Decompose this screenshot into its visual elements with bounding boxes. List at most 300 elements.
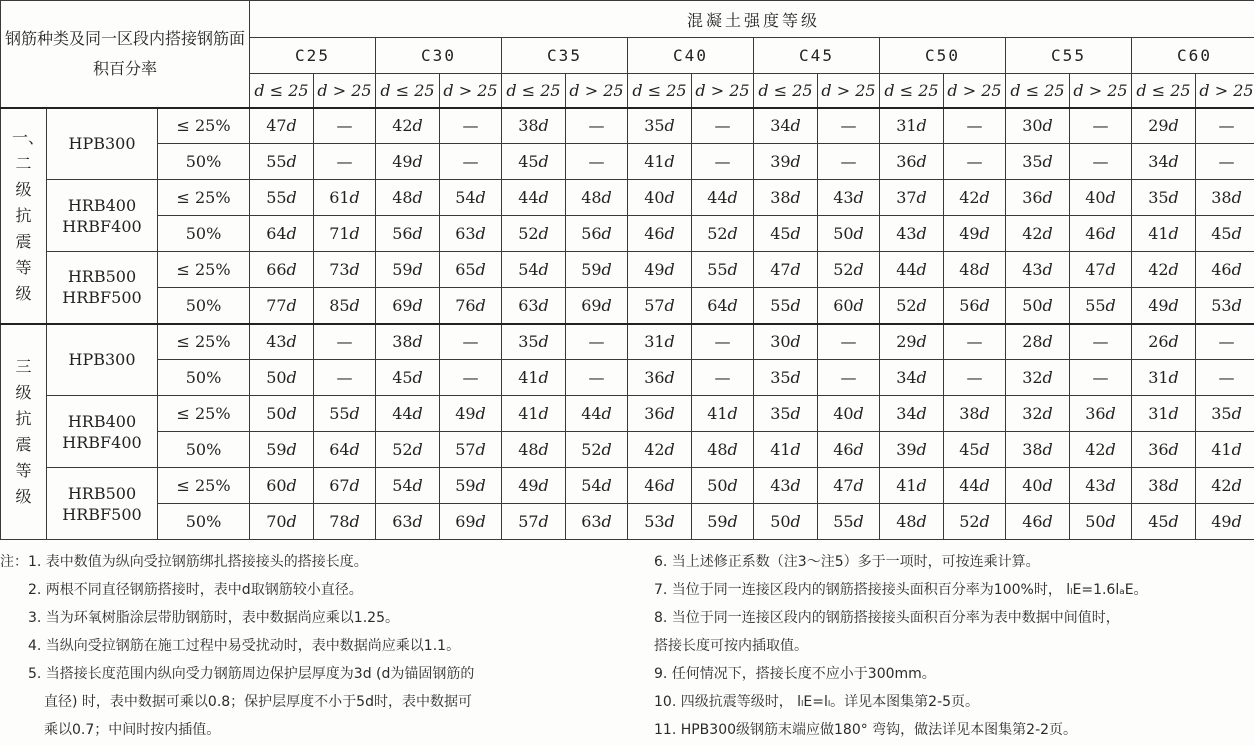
diameter-symbol: d [349, 260, 360, 279]
diameter-symbol: d [349, 188, 360, 207]
lap-length-cell: 46d [1006, 504, 1070, 540]
diameter-symbol: d [727, 404, 738, 423]
lap-length-cell: 50d [250, 360, 314, 396]
area-ratio-label: ≤ 25% [158, 180, 250, 216]
note-text: 11. HPB300级钢筋末端应做180° 弯钩，做法详见本图集第2-2页。 [654, 722, 1078, 738]
lap-length-cell: 34d [880, 396, 944, 432]
table-row [1, 288, 1254, 324]
diameter-symbol: d [979, 440, 990, 459]
lap-length-cell: 52d [944, 504, 1006, 540]
lap-length-cell: 44d [692, 180, 754, 216]
lap-length-cell: 53d [1196, 288, 1254, 324]
diameter-symbol: d [790, 152, 801, 171]
diameter-symbol: d [1231, 404, 1242, 423]
grade-header: C45 [754, 38, 880, 74]
steel-type-label: HRB400 HRBF400 [47, 396, 158, 468]
lap-length-cell: 42d [1196, 468, 1254, 504]
diameter-symbol: d [601, 512, 612, 531]
lap-length-cell: 41d [502, 396, 566, 432]
diameter-symbol: d [1105, 512, 1116, 531]
lap-length-cell: 69d [566, 288, 628, 324]
grade-header: C30 [376, 38, 502, 74]
diameter-symbol: d [664, 152, 675, 171]
lap-length-cell: — [314, 360, 376, 396]
lap-length-cell: — [1070, 144, 1132, 180]
lap-length-cell: 54d [440, 180, 502, 216]
lap-length-cell: — [440, 324, 502, 360]
lap-length-cell: 45d [1196, 216, 1254, 252]
lap-length-cell: — [944, 324, 1006, 360]
cond-gt-header: d > 25 [1070, 74, 1132, 108]
diameter-symbol: d [538, 260, 549, 279]
steel-type-label: HPB300 [47, 108, 158, 180]
diameter-symbol: d [601, 260, 612, 279]
lap-length-cell: 42d [1070, 432, 1132, 468]
diameter-symbol: d [916, 152, 927, 171]
lap-length-cell: 55d [692, 252, 754, 288]
diameter-symbol: d [790, 512, 801, 531]
steel-type-label: HRB400 HRBF400 [47, 180, 158, 252]
diameter-symbol: d [601, 440, 612, 459]
lap-length-cell: 41d [692, 396, 754, 432]
diameter-symbol: d [475, 440, 486, 459]
lap-length-cell: 57d [502, 504, 566, 540]
lap-length-cell: 42d [376, 108, 440, 144]
lap-length-cell: 59d [566, 252, 628, 288]
diameter-symbol: d [475, 476, 486, 495]
lap-length-cell: 45d [502, 144, 566, 180]
lap-length-cell: 41d [628, 144, 692, 180]
lap-length-cell: 38d [376, 324, 440, 360]
diameter-symbol: d [475, 188, 486, 207]
lap-length-cell: 59d [376, 252, 440, 288]
cond-gt-header: d > 25 [692, 74, 754, 108]
lap-length-cell: 36d [1132, 432, 1196, 468]
note-text: 10. 四级抗震等级时， lₗE=lₗ。详见本图集第2-5页。 [654, 694, 980, 710]
diameter-symbol: d [1231, 188, 1242, 207]
diameter-symbol: d [1042, 368, 1053, 387]
diameter-symbol: d [601, 224, 612, 243]
lap-length-cell: 29d [880, 324, 944, 360]
diameter-symbol: d [1168, 224, 1179, 243]
note-text: 9. 任何情况下，搭接长度不应小于300mm。 [654, 666, 936, 682]
diameter-symbol: d [286, 260, 297, 279]
diameter-symbol: d [664, 368, 675, 387]
lap-length-cell: 76d [440, 288, 502, 324]
lap-length-cell: 47d [818, 468, 880, 504]
lap-length-cell: 26d [1132, 324, 1196, 360]
lap-length-cell: 38d [502, 108, 566, 144]
note-text: 1. 表中数值为纵向受拉钢筋绑扎搭接接头的搭接长度。 [28, 554, 368, 570]
table-row [1, 324, 1254, 360]
note-5 [0, 660, 640, 688]
lap-length-cell: 34d [754, 108, 818, 144]
lap-length-cell: 41d [880, 468, 944, 504]
note-7 [654, 576, 1254, 604]
diameter-symbol: d [1168, 116, 1179, 136]
diameter-symbol: d [475, 295, 486, 315]
diameter-symbol: d [979, 224, 990, 243]
diameter-symbol: d [916, 440, 927, 459]
area-ratio-label: 50% [158, 504, 250, 540]
diameter-symbol: d [349, 440, 360, 459]
diameter-symbol: d [727, 224, 738, 243]
diameter-symbol: d [412, 440, 423, 459]
lap-length-cell: 44d [376, 396, 440, 432]
diameter-symbol: d [538, 332, 549, 352]
note-10 [654, 688, 1254, 716]
cond-le-header: d ≤ 25 [376, 74, 440, 108]
diameter-symbol: d [349, 224, 360, 243]
diameter-symbol: d [538, 368, 549, 387]
note-text: 7. 当位于同一连接区段内的钢筋搭接接头面积百分率为100%时， lₗE=1.6lₐE。 [654, 582, 1148, 598]
diameter-symbol: d [1105, 260, 1116, 279]
lap-length-cell: 41d [1196, 432, 1254, 468]
lap-length-cell: 52d [502, 216, 566, 252]
lap-length-cell: 41d [502, 360, 566, 396]
diameter-symbol: d [286, 332, 297, 352]
lap-length-cell: — [1070, 108, 1132, 144]
diameter-symbol: d [790, 188, 801, 207]
lap-length-cell: 39d [754, 144, 818, 180]
lap-length-cell: 57d [628, 288, 692, 324]
diameter-symbol: d [412, 188, 423, 207]
cond-gt-header: d > 25 [944, 74, 1006, 108]
lap-length-cell: 52d [376, 432, 440, 468]
note-1 [0, 548, 640, 576]
cond-le-header: d ≤ 25 [880, 74, 944, 108]
lap-length-cell: — [944, 144, 1006, 180]
diameter-symbol: d [538, 295, 549, 315]
cond-le-header: d ≤ 25 [628, 74, 692, 108]
diameter-symbol: d [853, 260, 864, 279]
diameter-symbol: d [1231, 512, 1242, 531]
diameter-symbol: d [1168, 260, 1179, 279]
note-text: 4. 当纵向受拉钢筋在施工过程中易受扰动时，表中数据尚应乘以1.1。 [28, 638, 461, 654]
lap-length-cell: 48d [376, 180, 440, 216]
lap-length-cell: 50d [1070, 504, 1132, 540]
diameter-symbol: d [1168, 368, 1179, 387]
steel-type-label: HRB500 HRBF500 [47, 468, 158, 540]
lap-length-cell: — [440, 108, 502, 144]
diameter-symbol: d [601, 295, 612, 315]
diameter-symbol: d [1231, 440, 1242, 459]
diameter-symbol: d [349, 404, 360, 423]
lap-length-cell: — [818, 360, 880, 396]
lap-length-cell: 52d [818, 252, 880, 288]
lap-length-cell: — [566, 360, 628, 396]
diameter-symbol: d [412, 152, 423, 171]
cond-le-header: d ≤ 25 [250, 74, 314, 108]
note-5-cont-2 [0, 716, 640, 744]
lap-length-cell: 49d [944, 216, 1006, 252]
diameter-symbol: d [790, 260, 801, 279]
lap-length-cell: 46d [818, 432, 880, 468]
lap-length-cell: 63d [502, 288, 566, 324]
note-4 [0, 632, 640, 660]
diameter-symbol: d [286, 224, 297, 243]
diameter-symbol: d [1042, 152, 1053, 171]
diameter-symbol: d [538, 440, 549, 459]
lap-length-cell: 31d [880, 108, 944, 144]
lap-length-cell: 46d [1196, 252, 1254, 288]
diameter-symbol: d [1042, 476, 1053, 495]
diameter-symbol: d [664, 188, 675, 207]
diameter-symbol: d [916, 295, 927, 315]
diameter-symbol: d [916, 260, 927, 279]
lap-length-cell: 44d [502, 180, 566, 216]
diameter-symbol: d [790, 332, 801, 352]
lap-length-cell: 29d [1132, 108, 1196, 144]
lap-length-cell: — [692, 360, 754, 396]
lap-length-cell: 49d [628, 252, 692, 288]
diameter-symbol: d [916, 476, 927, 495]
notes-left [0, 548, 640, 744]
lap-length-cell: 38d [1196, 180, 1254, 216]
note-text: 直径) 时，表中数据可乘以0.8；保护层厚度不小于5d时，表中数据可 [44, 694, 472, 710]
lap-length-cell: 48d [502, 432, 566, 468]
diameter-symbol: d [1042, 440, 1053, 459]
lap-length-cell: 32d [1006, 360, 1070, 396]
notes-lead: 注： [0, 554, 28, 570]
table-row [1, 360, 1254, 396]
diameter-symbol: d [538, 404, 549, 423]
lap-length-cell: 64d [692, 288, 754, 324]
lap-length-cell: — [314, 108, 376, 144]
lap-length-cell: 52d [880, 288, 944, 324]
lap-length-cell: 41d [1132, 216, 1196, 252]
diameter-symbol: d [349, 512, 360, 531]
diameter-symbol: d [475, 512, 486, 531]
diameter-symbol: d [1042, 332, 1053, 352]
lap-length-cell: 73d [314, 252, 376, 288]
grade-header: C35 [502, 38, 628, 74]
grade-header: C40 [628, 38, 754, 74]
diameter-symbol: d [1042, 404, 1053, 423]
diameter-symbol: d [1168, 440, 1179, 459]
diameter-symbol: d [412, 260, 423, 279]
lap-length-cell: 64d [314, 432, 376, 468]
diameter-symbol: d [790, 295, 801, 315]
lap-length-cell: 45d [376, 360, 440, 396]
area-ratio-label: 50% [158, 216, 250, 252]
table-row [1, 180, 1254, 216]
diameter-symbol: d [1231, 260, 1242, 279]
lap-length-cell: 43d [250, 324, 314, 360]
lap-length-cell: 32d [1006, 396, 1070, 432]
diameter-symbol: d [286, 476, 297, 495]
cond-gt-header: d > 25 [1196, 74, 1254, 108]
note-8-cont [654, 632, 1254, 660]
lap-length-cell: 38d [754, 180, 818, 216]
diameter-symbol: d [1168, 152, 1179, 171]
lap-length-cell: 56d [376, 216, 440, 252]
diameter-symbol: d [601, 404, 612, 423]
lap-length-cell: 64d [250, 216, 314, 252]
area-ratio-label: ≤ 25% [158, 324, 250, 360]
diameter-symbol: d [286, 404, 297, 423]
table-row [1, 108, 1254, 144]
lap-length-cell: 56d [944, 288, 1006, 324]
diameter-symbol: d [664, 116, 675, 136]
lap-length-cell: 63d [376, 504, 440, 540]
diameter-symbol: d [979, 512, 990, 531]
lap-length-cell: 66d [250, 252, 314, 288]
diameter-symbol: d [412, 116, 423, 136]
lap-length-cell: 52d [566, 432, 628, 468]
diameter-symbol: d [664, 224, 675, 243]
area-ratio-label: ≤ 25% [158, 108, 250, 144]
note-8 [654, 604, 1254, 632]
lap-length-cell: 63d [566, 504, 628, 540]
grade-header: C60 [1132, 38, 1254, 74]
lap-length-cell: 39d [880, 432, 944, 468]
lap-length-cell: 36d [628, 396, 692, 432]
lap-length-cell: 48d [692, 432, 754, 468]
diameter-symbol: d [1168, 295, 1179, 315]
diameter-symbol: d [727, 260, 738, 279]
note-text: 6. 当上述修正系数（注3～注5）多于一项时，可按连乘计算。 [654, 554, 1040, 570]
lap-length-cell: 55d [754, 288, 818, 324]
lap-length-cell: — [1196, 144, 1254, 180]
lap-length-cell: 40d [1070, 180, 1132, 216]
seismic-level-label: 一、二级抗震等级 [1, 108, 47, 324]
lap-length-cell: — [944, 360, 1006, 396]
diameter-symbol: d [601, 476, 612, 495]
lap-length-cell: — [818, 108, 880, 144]
note-5-cont-1 [0, 688, 640, 716]
lap-length-cell: 40d [1006, 468, 1070, 504]
diameter-symbol: d [1105, 295, 1116, 315]
diameter-symbol: d [1042, 188, 1053, 207]
lap-length-cell: 38d [944, 396, 1006, 432]
lap-length-cell: 37d [880, 180, 944, 216]
table-row [1, 396, 1254, 432]
diameter-symbol: d [790, 224, 801, 243]
lap-length-cell: 65d [440, 252, 502, 288]
diameter-symbol: d [1105, 440, 1116, 459]
diameter-symbol: d [286, 440, 297, 459]
note-text: 8. 当位于同一连接区段内的钢筋搭接接头面积百分率为表中数据中间值时， [654, 610, 1120, 626]
diameter-symbol: d [601, 188, 612, 207]
lap-length-cell: 54d [502, 252, 566, 288]
lap-length-cell: 69d [440, 504, 502, 540]
diameter-symbol: d [664, 332, 675, 352]
note-2 [0, 576, 640, 604]
lap-length-cell: 42d [944, 180, 1006, 216]
diameter-symbol: d [286, 188, 297, 207]
lap-length-cell: — [314, 324, 376, 360]
lap-length-cell: — [566, 108, 628, 144]
diameter-symbol: d [979, 295, 990, 315]
lap-length-cell: 49d [1132, 288, 1196, 324]
lap-length-cell: 46d [628, 216, 692, 252]
diameter-symbol: d [916, 116, 927, 136]
lap-length-cell: 30d [1006, 108, 1070, 144]
lap-length-cell: 59d [692, 504, 754, 540]
lap-length-cell: 43d [1070, 468, 1132, 504]
area-ratio-label: ≤ 25% [158, 396, 250, 432]
lap-length-cell: 43d [754, 468, 818, 504]
lap-length-cell: 35d [754, 360, 818, 396]
diameter-symbol: d [349, 295, 360, 315]
lap-length-cell: 47d [1070, 252, 1132, 288]
lap-length-cell: 70d [250, 504, 314, 540]
cond-gt-header: d > 25 [314, 74, 376, 108]
lap-length-cell: 49d [440, 396, 502, 432]
lap-length-cell: 38d [1132, 468, 1196, 504]
lap-length-cell: — [1196, 324, 1254, 360]
table-row [1, 432, 1254, 468]
table-row [1, 504, 1254, 540]
diameter-symbol: d [727, 440, 738, 459]
diameter-symbol: d [475, 224, 486, 243]
strength-title: 混凝土强度等级 [250, 1, 1254, 38]
diameter-symbol: d [1105, 404, 1116, 423]
lap-length-cell: 59d [250, 432, 314, 468]
diameter-symbol: d [412, 368, 423, 387]
note-3 [0, 604, 640, 632]
lap-length-cell: 85d [314, 288, 376, 324]
diameter-symbol: d [664, 440, 675, 459]
lap-length-cell: 63d [440, 216, 502, 252]
diameter-symbol: d [853, 512, 864, 531]
note-text: 搭接长度可按内插取值。 [654, 638, 808, 654]
cond-le-header: d ≤ 25 [1132, 74, 1196, 108]
diameter-symbol: d [412, 295, 423, 315]
header-row-title [1, 1, 1254, 38]
table-row [1, 252, 1254, 288]
lap-length-cell: 48d [880, 504, 944, 540]
note-text: 乘以0.7；中间时按内插值。 [44, 722, 221, 738]
diameter-symbol: d [916, 224, 927, 243]
diameter-symbol: d [790, 404, 801, 423]
lap-length-cell: — [1196, 360, 1254, 396]
diameter-symbol: d [412, 476, 423, 495]
lap-length-cell: — [314, 144, 376, 180]
lap-length-cell: 46d [1070, 216, 1132, 252]
diameter-symbol: d [916, 512, 927, 531]
lap-length-cell: 55d [250, 180, 314, 216]
lap-length-cell: — [566, 144, 628, 180]
lap-length-cell: 78d [314, 504, 376, 540]
note-text: 5. 当搭接长度范围内纵向受力钢筋周边保护层厚度为3d (d为锚固钢筋的 [28, 666, 475, 682]
area-ratio-label: 50% [158, 144, 250, 180]
diameter-symbol: d [1042, 512, 1053, 531]
note-text: 3. 当为环氧树脂涂层带肋钢筋时，表中数据尚应乘以1.25。 [28, 610, 399, 626]
lap-length-cell: 35d [1132, 180, 1196, 216]
lap-length-cell: — [440, 360, 502, 396]
seismic-level-label: 三级抗震等级 [1, 324, 47, 540]
lap-length-cell: 54d [376, 468, 440, 504]
note-text: 2. 两根不同直径钢筋搭接时，表中d取钢筋较小直径。 [28, 582, 363, 598]
lap-length-cell: 42d [1132, 252, 1196, 288]
diameter-symbol: d [286, 152, 297, 171]
lap-length-cell: 67d [314, 468, 376, 504]
diameter-symbol: d [727, 295, 738, 315]
lap-length-cell: 43d [880, 216, 944, 252]
lap-length-cell: — [566, 324, 628, 360]
lap-length-cell: 57d [440, 432, 502, 468]
diameter-symbol: d [538, 188, 549, 207]
diameter-symbol: d [727, 512, 738, 531]
diameter-symbol: d [1231, 295, 1242, 315]
diameter-symbol: d [475, 404, 486, 423]
cond-le-header: d ≤ 25 [502, 74, 566, 108]
lap-length-cell: 60d [818, 288, 880, 324]
lap-length-cell: 50d [818, 216, 880, 252]
lap-length-cell: 55d [314, 396, 376, 432]
